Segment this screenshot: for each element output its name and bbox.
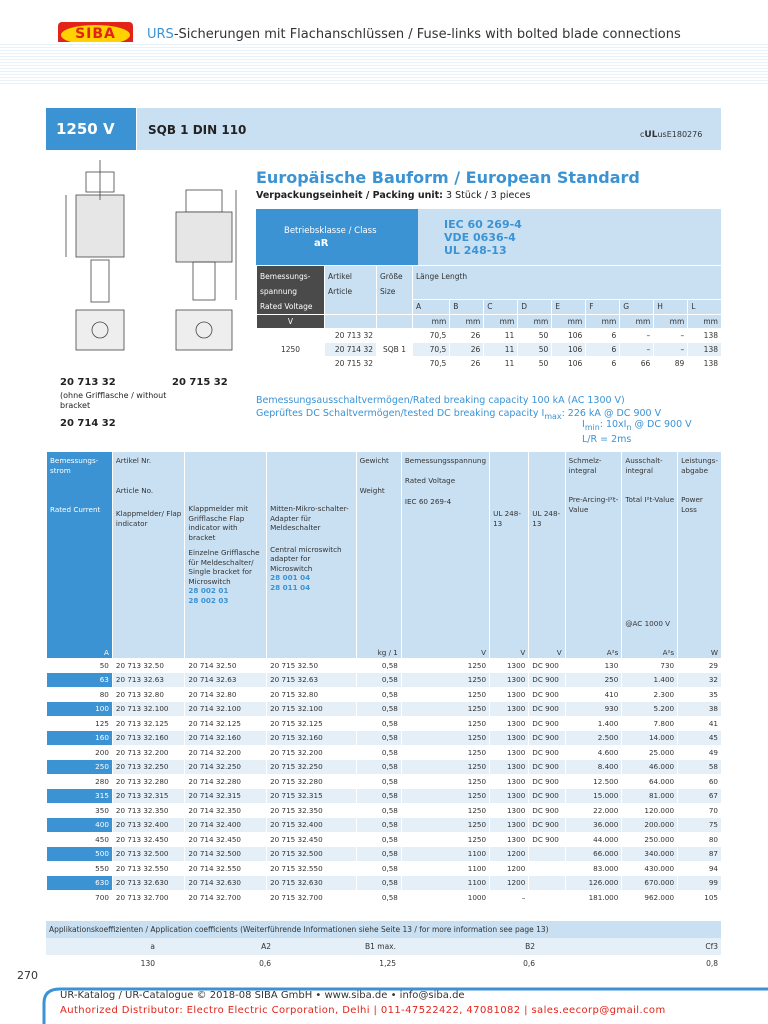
table-cell: 64.000 [622, 774, 678, 789]
table-cell: 12.500 [565, 774, 622, 789]
table-cell: 1250 [401, 673, 489, 688]
table-cell: 20 714 32.50 [185, 658, 267, 673]
table-cell: 20 713 32.80 [112, 687, 185, 702]
dc-breaking-capacity: Geprüftes DC Schaltvermögen/tested DC breaking capacity $I_{max}$: 226 kA @ DC 900 V [256, 408, 662, 421]
table-cell: DC 900 [529, 673, 565, 688]
header-title: URS-Sicherungen mit Flachanschlüssen / Fuse-links with bolted blade connections [147, 27, 681, 42]
table-cell: 20 715 32.315 [267, 789, 357, 804]
table-cell: 20 713 32.350 [112, 803, 185, 818]
dimensions-table [256, 266, 721, 371]
table-row: 20 715 32 70,5 26 11 50 106 6 66 89 138 [257, 357, 722, 371]
table-cell: 430.000 [622, 861, 678, 876]
table-cell: 200 [47, 745, 113, 760]
table-cell: 0,58 [356, 832, 401, 847]
unit-mm: mm [552, 315, 586, 329]
table-cell: 20 713 32.315 [112, 789, 185, 804]
table-cell: 67 [678, 789, 721, 804]
table-cell: 20 714 32.125 [185, 716, 267, 731]
drawing-caption-note: (ohne Grifflasche / without bracket [60, 391, 167, 410]
footer-catalogue: UR-Katalog / UR-Catalogue © 2018-08 SIBA GmbH • www.siba.de • info@siba.de [60, 990, 465, 1001]
table-cell: 1250 [401, 745, 489, 760]
table-cell: 99 [678, 876, 721, 891]
table-row [47, 774, 722, 789]
table-cell: DC 900 [529, 774, 565, 789]
unit-cell: W [678, 646, 721, 658]
unit-mm: mm [518, 315, 552, 329]
dc-imin: $I_{min}$: $10xI_n$ @ DC 900 V [582, 419, 692, 432]
table-cell: 1300 [490, 745, 529, 760]
table-cell: 0,58 [356, 774, 401, 789]
table-row [47, 687, 722, 702]
table-cell: 20 714 32.80 [185, 687, 267, 702]
unit-cell: V [401, 646, 489, 658]
th-ul: UL 248-13 [490, 452, 529, 646]
table-cell: 20 715 32.400 [267, 818, 357, 833]
unit-cell: A²s [565, 646, 622, 658]
table-row [47, 861, 722, 876]
table-cell: 20 714 32.630 [185, 876, 267, 891]
table-cell: 1300 [490, 818, 529, 833]
table-cell: 32 [678, 673, 721, 688]
dc-time-constant: L/R = 2ms [582, 434, 632, 445]
table-cell: 20 714 32.200 [185, 745, 267, 760]
table-cell: 450 [47, 832, 113, 847]
unit-mm: mm [620, 315, 654, 329]
table-cell: 1100 [401, 861, 489, 876]
th-size: Größe Size [377, 266, 413, 315]
table-row [47, 803, 722, 818]
table-cell: 20 715 32.550 [267, 861, 357, 876]
unit-mm: mm [450, 315, 484, 329]
table-cell: 20 714 32.100 [185, 702, 267, 717]
table-cell: 20 713 32.400 [112, 818, 185, 833]
table-cell: 130 [565, 658, 622, 673]
unit-mm: mm [586, 315, 620, 329]
operating-class-box: Betriebsklasse / Class aR [256, 209, 418, 265]
table-cell: 700 [47, 890, 113, 905]
th-dim: E [552, 299, 586, 314]
table-cell: 20 713 32.500 [112, 847, 185, 862]
table-cell: 315 [47, 789, 113, 804]
table-cell: 22.000 [565, 803, 622, 818]
table-cell: 70 [678, 803, 721, 818]
table-cell: 20 714 32.63 [185, 673, 267, 688]
th-iec: Bemessungsspannung Rated Voltage IEC 60 269-4 [401, 452, 489, 646]
table-cell: 20 713 32.200 [112, 745, 185, 760]
table-cell: 20 713 32.280 [112, 774, 185, 789]
table-cell: 160 [47, 731, 113, 746]
table-cell: 20 715 32.63 [267, 673, 357, 688]
table-row [47, 658, 722, 673]
table-cell: 20 715 32.80 [267, 687, 357, 702]
table-cell: 1250 [401, 658, 489, 673]
table-cell: 46.000 [622, 760, 678, 775]
table-cell: 1250 [401, 702, 489, 717]
standard-title: Europäische Bauform / European Standard [256, 168, 640, 187]
table-cell: 250.000 [622, 832, 678, 847]
table-cell: 20 715 32.450 [267, 832, 357, 847]
norms-box: IEC 60 269-4 VDE 0636-4 UL 248-13 [418, 209, 721, 265]
unit-cell: A [47, 646, 113, 658]
table-cell: DC 900 [529, 745, 565, 760]
table-cell: 50 [47, 658, 113, 673]
table-cell: 58 [678, 760, 721, 775]
table-cell: 20 713 32.630 [112, 876, 185, 891]
table-cell: 0,58 [356, 890, 401, 905]
table-cell: 0,58 [356, 847, 401, 862]
table-cell: 1300 [490, 658, 529, 673]
table-cell: 0,58 [356, 673, 401, 688]
table-cell: 20 713 32.250 [112, 760, 185, 775]
table-cell: 0,58 [356, 818, 401, 833]
table-cell: 75 [678, 818, 721, 833]
voltage-badge: 1250 V [46, 108, 136, 150]
footer-distributor: Authorized Distributor: Electro Electric Corporation, Delhi | 011-47522422, 47081082 | sales.eecorp@gmail.com [60, 1005, 666, 1016]
table-cell: 20 713 32.550 [112, 861, 185, 876]
table-cell: 1100 [401, 876, 489, 891]
table-cell: 20 713 32.100 [112, 702, 185, 717]
th-dim: L [688, 299, 721, 314]
table-cell: 20 715 32.50 [267, 658, 357, 673]
table-cell: 1.400 [565, 716, 622, 731]
th-article-micro: Mitten-Mikro-schalter-Adapter für Meldeschalter Central microswitch adapter for Microswitch 28 001 04 28 011 04 [267, 452, 357, 646]
table-cell: 66.000 [565, 847, 622, 862]
unit-v: V [257, 315, 325, 329]
table-cell: 20 715 32.350 [267, 803, 357, 818]
spec-voltage: 1250 [257, 329, 325, 371]
table-cell: 630 [47, 876, 113, 891]
table-cell: 2.500 [565, 731, 622, 746]
table-cell: 63 [47, 673, 113, 688]
table-cell: 4.600 [565, 745, 622, 760]
table-cell: 0,58 [356, 876, 401, 891]
th-weight: Gewicht Weight [356, 452, 401, 646]
table-cell: 38 [678, 702, 721, 717]
table-row: 20 714 32 70,5 26 11 50 106 6 – – 138 [257, 343, 722, 357]
table-cell: 1300 [490, 687, 529, 702]
table-cell: 20 713 32.125 [112, 716, 185, 731]
table-cell: 20 713 32.160 [112, 731, 185, 746]
table-cell: DC 900 [529, 803, 565, 818]
table-cell: 1.400 [622, 673, 678, 688]
table-cell [529, 847, 565, 862]
table-cell: 410 [565, 687, 622, 702]
th-dim: D [518, 299, 552, 314]
table-cell [529, 876, 565, 891]
table-cell: 0,58 [356, 716, 401, 731]
th-ul-dc: UL 248-13 [529, 452, 565, 646]
table-cell: 730 [622, 658, 678, 673]
table-cell: 200.000 [622, 818, 678, 833]
table-cell: 250 [565, 673, 622, 688]
table-cell: 1250 [401, 774, 489, 789]
table-cell: 36.000 [565, 818, 622, 833]
table-cell: 1300 [490, 702, 529, 717]
table-cell: 20 713 32.63 [112, 673, 185, 688]
unit-cell: V [529, 646, 565, 658]
coefficients-title: Applikationskoeffizienten / Application coefficients (Weiterführende Informationen siehe Seite 13 / for more information see page 13) [46, 921, 721, 938]
table-cell: 0,58 [356, 861, 401, 876]
unit-mm: mm [654, 315, 688, 329]
table-cell [529, 861, 565, 876]
drawing-caption-20714: 20 714 32 [60, 418, 116, 429]
table-cell: 20 715 32.250 [267, 760, 357, 775]
table-cell: 94 [678, 861, 721, 876]
table-cell: 83.000 [565, 861, 622, 876]
table-cell [529, 890, 565, 905]
table-cell: 0,58 [356, 760, 401, 775]
table-cell: 125 [47, 716, 113, 731]
table-cell: 1200 [490, 876, 529, 891]
table-cell: 7.800 [622, 716, 678, 731]
table-cell: DC 900 [529, 702, 565, 717]
table-cell: DC 900 [529, 832, 565, 847]
ratings-rows [47, 658, 722, 905]
fuse-type-title: SQB 1 DIN 110 [137, 108, 721, 150]
table-cell: DC 900 [529, 716, 565, 731]
table-cell: 0,58 [356, 702, 401, 717]
table-row: 1250 20 713 32 SQB 1 70,5 26 11 50 106 6 – – 138 [257, 329, 722, 343]
table-cell: 100 [47, 702, 113, 717]
table-cell: 0,58 [356, 658, 401, 673]
table-cell: 0,58 [356, 731, 401, 746]
table-cell: 1300 [490, 789, 529, 804]
table-cell: 20 714 32.400 [185, 818, 267, 833]
th-total-i2t: Ausschalt-integral Total I²t-Value @AC 1000 V [622, 452, 678, 646]
table-cell: 105 [678, 890, 721, 905]
table-cell: 29 [678, 658, 721, 673]
table-row [47, 760, 722, 775]
table-cell: 49 [678, 745, 721, 760]
application-coefficients: Applikationskoeffizienten / Application coefficients (Weiterführende Informationen siehe Seite 13 / for more information see page 13) a A2 B1 max. B2 Cf3 130 0,6 1,25 0,6 0,8 [46, 921, 721, 972]
table-cell: 44.000 [565, 832, 622, 847]
table-cell: 60 [678, 774, 721, 789]
table-cell: 20 713 32.450 [112, 832, 185, 847]
table-cell: 20 714 32.450 [185, 832, 267, 847]
table-cell: 25.000 [622, 745, 678, 760]
table-cell: 8.400 [565, 760, 622, 775]
table-cell: 1300 [490, 832, 529, 847]
table-cell: 181.000 [565, 890, 622, 905]
table-cell: 35 [678, 687, 721, 702]
table-cell: 1250 [401, 687, 489, 702]
table-cell: 0,58 [356, 803, 401, 818]
drawing-caption-20713: 20 713 32 [60, 377, 116, 388]
table-cell: 20 714 32.250 [185, 760, 267, 775]
table-cell: 20 715 32.100 [267, 702, 357, 717]
th-article-flap: Artikel Nr. Article No. Klappmelder/ Flap indicator [112, 452, 185, 646]
table-cell: 20 715 32.500 [267, 847, 357, 862]
table-cell: 962.000 [622, 890, 678, 905]
table-cell: 45 [678, 731, 721, 746]
table-cell: 20 713 32.50 [112, 658, 185, 673]
table-cell: 1100 [401, 847, 489, 862]
table-cell: 1250 [401, 818, 489, 833]
table-cell: 1250 [401, 789, 489, 804]
table-cell: 41 [678, 716, 721, 731]
th-rated-current: Bemessungs-strom Rated Current [47, 452, 113, 646]
th-article-bracket: Klappmelder mit Grifflasche Flap indicator with bracket Einzelne Grifflasche für Meldeschalter/ Single bracket for Microswitch 28 002 01 28 002 03 [185, 452, 267, 646]
table-cell: 80 [47, 687, 113, 702]
table-cell: 80 [678, 832, 721, 847]
table-cell: DC 900 [529, 818, 565, 833]
table-cell: 20 715 32.280 [267, 774, 357, 789]
table-cell: 126.000 [565, 876, 622, 891]
table-cell: 1250 [401, 760, 489, 775]
table-cell: 20 713 32.700 [112, 890, 185, 905]
table-row [47, 847, 722, 862]
table-cell: 1200 [490, 847, 529, 862]
table-row [47, 818, 722, 833]
unit-mm: mm [484, 315, 518, 329]
th-rated-voltage: Bemessungs-spannung Rated Voltage [257, 266, 325, 315]
table-cell: 1250 [401, 731, 489, 746]
table-cell: 280 [47, 774, 113, 789]
header-band [0, 42, 768, 84]
unit-cell: kg / 1 [356, 646, 401, 658]
table-cell: 20 715 32.200 [267, 745, 357, 760]
table-cell: 0,58 [356, 745, 401, 760]
rated-breaking-capacity: Bemessungsausschaltvermögen/Rated breaking capacity 100 kA (AC 1300 V) [256, 395, 625, 406]
table-cell: 930 [565, 702, 622, 717]
ul-certification-mark: cULusE180276 [640, 130, 703, 140]
drawing-caption-20715: 20 715 32 [172, 377, 228, 388]
table-cell: 250 [47, 760, 113, 775]
table-cell: 1250 [401, 716, 489, 731]
table-cell: 1300 [490, 803, 529, 818]
table-cell: 1250 [401, 803, 489, 818]
table-cell: – [490, 890, 529, 905]
table-cell: 0,58 [356, 789, 401, 804]
table-row [47, 745, 722, 760]
table-row [47, 876, 722, 891]
table-cell: 5.200 [622, 702, 678, 717]
table-cell: 550 [47, 861, 113, 876]
table-cell: 20 714 32.315 [185, 789, 267, 804]
th-article: Artikel Article [325, 266, 377, 315]
table-cell: 20 714 32.550 [185, 861, 267, 876]
table-cell: 20 714 32.700 [185, 890, 267, 905]
table-cell: 120.000 [622, 803, 678, 818]
page-number: 270 [17, 969, 38, 982]
th-dim: G [620, 299, 654, 314]
table-cell: 1200 [490, 861, 529, 876]
table-cell: DC 900 [529, 658, 565, 673]
table-cell: 1300 [490, 673, 529, 688]
table-cell: 20 714 32.500 [185, 847, 267, 862]
table-cell: 350 [47, 803, 113, 818]
table-cell: 20 715 32.700 [267, 890, 357, 905]
table-cell: 0,58 [356, 687, 401, 702]
table-cell: 1300 [490, 716, 529, 731]
table-row [47, 716, 722, 731]
packing-unit: Verpackungseinheit / Packing unit: 3 Stück / 3 pieces [256, 190, 531, 201]
table-cell: 15.000 [565, 789, 622, 804]
table-cell: DC 900 [529, 789, 565, 804]
table-cell: 2.300 [622, 687, 678, 702]
unit-mm: mm [413, 315, 450, 329]
table-cell: 20 714 32.160 [185, 731, 267, 746]
table-cell: 340.000 [622, 847, 678, 862]
table-row [47, 832, 722, 847]
table-cell: 670.000 [622, 876, 678, 891]
th-length: Länge Length [413, 266, 722, 299]
table-cell: DC 900 [529, 687, 565, 702]
table-row [47, 673, 722, 688]
table-cell: 20 715 32.125 [267, 716, 357, 731]
ratings-table [46, 452, 721, 905]
table-cell: DC 900 [529, 731, 565, 746]
table-cell: 81.000 [622, 789, 678, 804]
table-cell: 400 [47, 818, 113, 833]
table-row [47, 890, 722, 905]
fuse-technical-drawing [46, 160, 256, 375]
table-row [47, 731, 722, 746]
table-cell: 1300 [490, 731, 529, 746]
unit-cell: A²s [622, 646, 678, 658]
table-cell: 87 [678, 847, 721, 862]
th-dim: H [654, 299, 688, 314]
table-cell: 20 715 32.160 [267, 731, 357, 746]
table-cell: 1250 [401, 832, 489, 847]
th-power-loss: Leistungs-abgabe Power Loss [678, 452, 721, 646]
unit-cell: V [490, 646, 529, 658]
th-pre-arcing: Schmelz-integral Pre-Arcing-I²t-Value [565, 452, 622, 646]
th-dim: B [450, 299, 484, 314]
table-row [47, 702, 722, 717]
th-dim: C [484, 299, 518, 314]
th-dim: A [413, 299, 450, 314]
spec-size: SQB 1 [377, 329, 413, 371]
unit-mm: mm [688, 315, 721, 329]
table-cell: 20 714 32.350 [185, 803, 267, 818]
table-cell: 14.000 [622, 731, 678, 746]
table-cell: 1300 [490, 760, 529, 775]
siba-logo: SIBA [58, 22, 133, 60]
table-cell: 500 [47, 847, 113, 862]
table-cell: 1000 [401, 890, 489, 905]
table-cell: 1300 [490, 774, 529, 789]
table-cell: 20 715 32.630 [267, 876, 357, 891]
table-row [47, 789, 722, 804]
table-cell: DC 900 [529, 760, 565, 775]
th-dim: F [586, 299, 620, 314]
table-cell: 20 714 32.280 [185, 774, 267, 789]
